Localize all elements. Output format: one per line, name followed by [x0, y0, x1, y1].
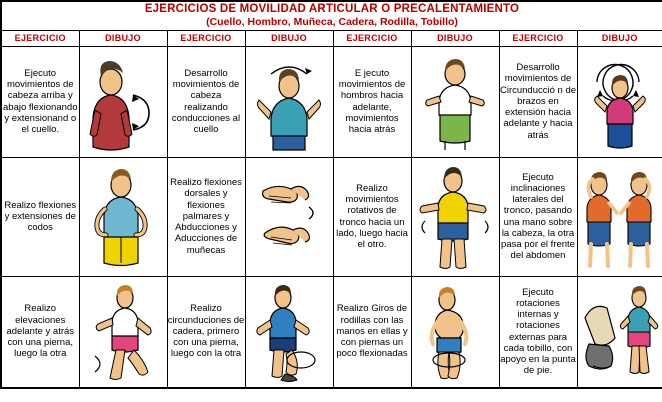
exercise-text: Ejecuto rotaciones internas y rotaciones externas para cada tobillo, con apoyo en la punta de pie. — [499, 276, 577, 388]
title-cell — [1, 1, 662, 30]
person-neck-flexion-drawing — [79, 46, 167, 157]
exercise-text: Realizo movimientos rotativos de tronco hacia un lado, luego hacia el otro. — [333, 157, 411, 276]
hands-wrist-flexion-drawing — [245, 157, 333, 276]
exercise-text: E jecuto movimientos de hombros hacia adelante, movimientos hacia atrás — [333, 46, 411, 157]
title-row — [1, 1, 662, 30]
person-leg-swing-drawing — [79, 276, 167, 388]
person-arm-circumduction-drawing — [577, 46, 662, 157]
table-row — [1, 46, 662, 157]
page-subtitle: (Cuello, Hombro, Muñeca, Cadera, Rodilla, Tobillo) — [206, 16, 458, 29]
column-header-dibujo-4: DIBUJO — [577, 30, 662, 46]
person-lateral-trunk-bend-drawing — [577, 157, 662, 276]
page-title: EJERCICIOS DE MOVILIDAD ARTICULAR O PRECALENTAMIENTO — [144, 3, 520, 15]
exercise-text: Ejecuto movimientos de cabeza arriba y abajo flexionando y extensionand o el cuello. — [1, 46, 79, 157]
table-row — [1, 157, 662, 276]
column-header-ejercicio-3: EJERCICIO — [333, 30, 411, 46]
exercise-text: Realizo Giros de rodillas con las manos en ellas y con piernas un poco flexionadas — [333, 276, 411, 388]
column-header-dibujo-1: DIBUJO — [79, 30, 167, 46]
table-row — [1, 276, 662, 388]
exercise-text: Realizo flexiones dorsales y flexiones palmares y Abducciones y Aducciones de muñecas — [167, 157, 245, 276]
person-shoulder-forward-drawing — [411, 46, 499, 157]
exercise-text: Desarrollo movimientos de Circunducció n de brazos en extensión hacia adelante y hacia atrás — [499, 46, 577, 157]
exercise-text: Desarrollo movimientos de cabeza realizando conducciones al cuello — [167, 46, 245, 157]
column-header-dibujo-3: DIBUJO — [411, 30, 499, 46]
exercise-text: Ejecuto inclinaciones laterales del tronco, pasando una mano sobre la cabeza, la otra pasa por el frente del abdomen — [499, 157, 577, 276]
exercise-text: Realizo flexiones y extensiones de codos — [1, 157, 79, 276]
header-row — [1, 30, 662, 46]
person-neck-circumduction-drawing — [245, 46, 333, 157]
person-ankle-rotation-drawing — [577, 276, 662, 388]
column-header-dibujo-2: DIBUJO — [245, 30, 333, 46]
column-header-ejercicio-4: EJERCICIO — [499, 30, 577, 46]
exercise-text: Realizo circunduciones de cadera, primero con una pierna, luego con la otra — [167, 276, 245, 388]
person-trunk-rotation-drawing — [411, 157, 499, 276]
person-hip-circumduction-drawing — [245, 276, 333, 388]
person-elbow-flexion-drawing — [79, 157, 167, 276]
column-header-ejercicio-1: EJERCICIO — [1, 30, 79, 46]
column-header-ejercicio-2: EJERCICIO — [167, 30, 245, 46]
person-knee-rotation-drawing — [411, 276, 499, 388]
exercise-text: Realizo elevaciones adelante y atrás con una pierna, luego la otra — [1, 276, 79, 388]
